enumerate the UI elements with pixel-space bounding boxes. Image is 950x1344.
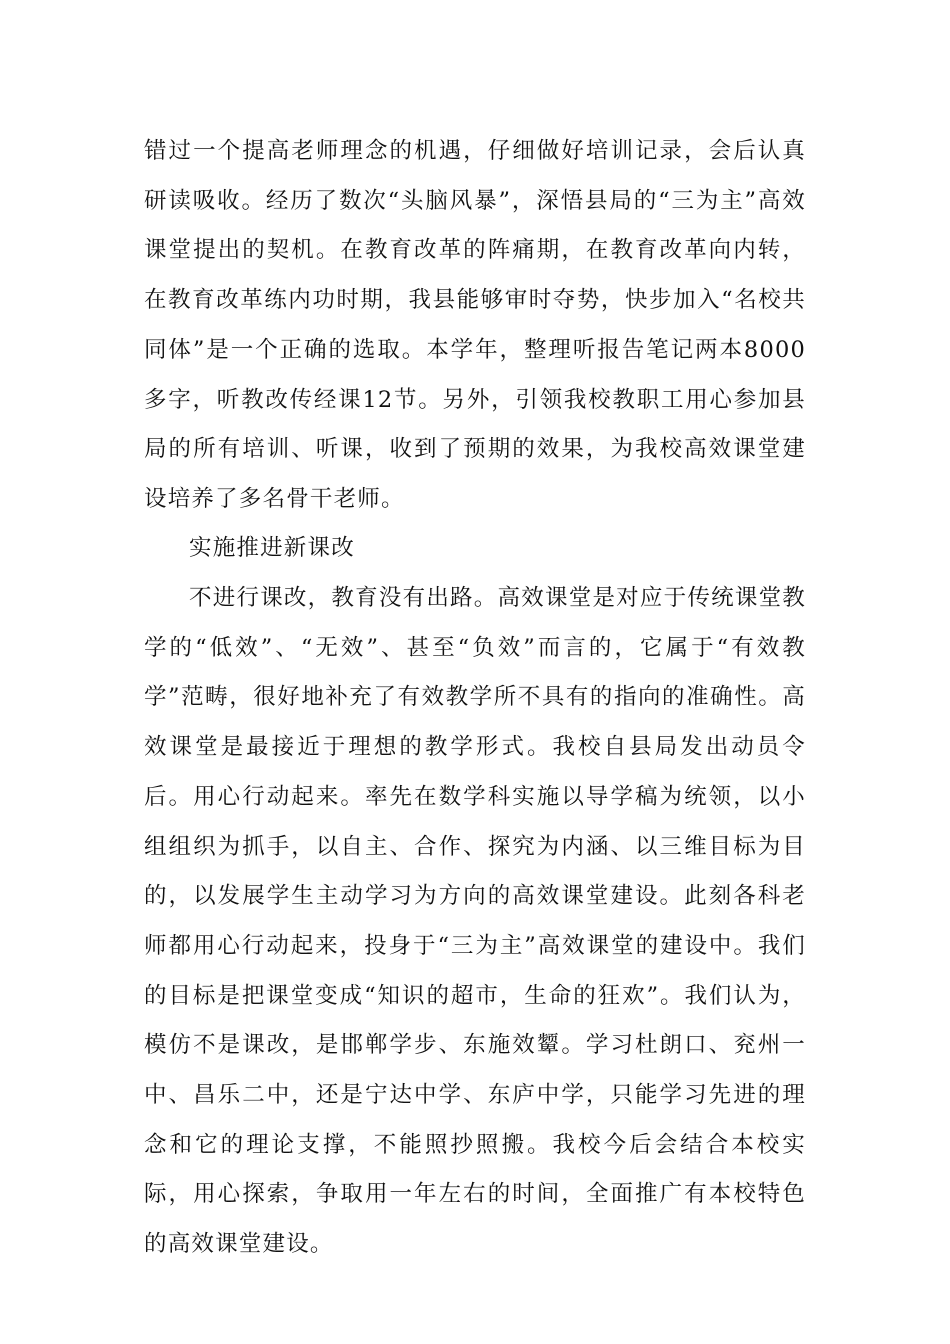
section-heading bbox=[144, 524, 806, 574]
paragraph-continued-text: 错过一个提高老师理念的机遇，仔细做好培训记录，会后认真研读吸收。经历了数次“头脑风暴”，深悟县局的“三为主”高效课堂提出的契机。在教育改革的阵痛期，在教育改革向内转，在教育改革练内功时期，我县能够审时夺势，快步加入“名校共同体”是一个正确的选取。本学年，整理听报告笔记两本8000多字，听教改传经课12节。另外，引领我校教职工用心参加县局的所有培训、听课，收到了预期的效果，为我校高效课堂建设培养了多名骨干老师。 bbox=[144, 138, 806, 512]
section-heading-text: 实施推进新课改 bbox=[189, 535, 355, 561]
paragraph-continued bbox=[144, 127, 806, 525]
paragraph-main-text: 不进行课改，教育没有出路。高效课堂是对应于传统课堂教学的“低效”、“无效”、甚至“负效”而言的，它属于“有效教学”范畴，很好地补充了有效教学所不具有的指向的准确性。高效课堂是最接近于理想的教学形式。我校自县局发出动员令后。用心行动起来。率先在数学科实施以导学稿为统领，以小组组织为抓手，以自主、合作、探究为内涵、以三维目标为目的，以发展学生主动学习为方向的高效课堂建设。此刻各科老师都用心行动起来，投身于“三为主”高效课堂的建设中。我们的目标是把课堂变成“知识的超市，生命的狂欢”。我们认为，模仿不是课改，是邯郸学步、东施效颦。学习杜朗口、兖州一中、昌乐二中，还是宁达中学、东庐中学，只能学习先进的理念和它的理论支撑，不能照抄照搬。我校今后会结合本校实际，用心探索，争取用一年左右的时间，全面推广有本校特色的高效课堂建设。 bbox=[144, 585, 806, 1258]
paragraph-main bbox=[144, 574, 806, 1270]
